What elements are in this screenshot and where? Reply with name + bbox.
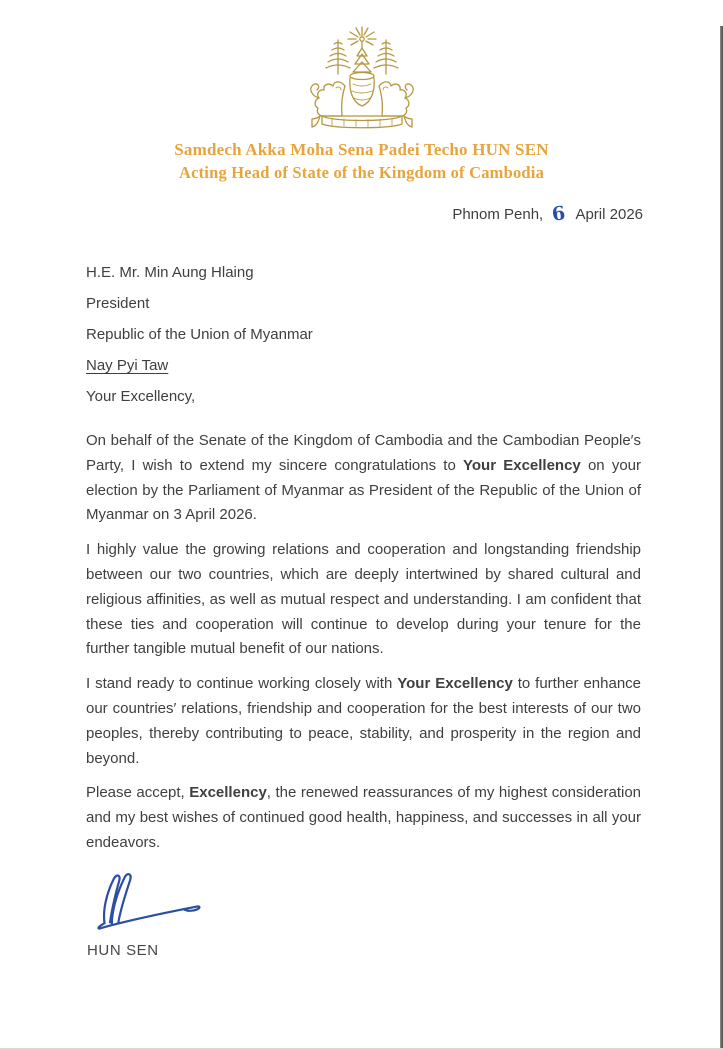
recipient-line: H.E. Mr. Min Aung Hlaing <box>86 264 254 281</box>
recipient-lines <box>86 257 723 350</box>
body-text: I stand ready to continue working closely with <box>86 675 398 693</box>
signature-block <box>84 870 723 959</box>
signer-name: HUN SEN <box>87 941 159 959</box>
recipient-line: President <box>86 295 150 312</box>
recipient-line: Republic of the Union of Myanmar <box>86 326 313 343</box>
letterhead-subtitle: Acting Head of State of the Kingdom of Cambodia <box>178 163 545 182</box>
recipient-city: Nay Pyi Taw <box>86 357 169 374</box>
body-text: on your election by the Parliament of Myanmar as President of the Republic of the Union of Myanmar on 3 April 2026. <box>86 456 642 524</box>
handwritten-day: 6 <box>550 202 567 226</box>
royal-vessel-icon <box>349 73 373 107</box>
emphasis-text: Your Excellency <box>462 456 581 474</box>
salutation: Your Excellency, <box>86 388 196 405</box>
sunburst-icon <box>348 27 376 48</box>
body-text: Please accept, <box>86 784 190 802</box>
letterhead <box>0 138 723 184</box>
ribbon-banner-icon <box>312 116 412 128</box>
lion-right-icon <box>379 82 413 116</box>
lion-left-icon <box>310 82 344 116</box>
parasol-left-icon <box>326 40 350 74</box>
dateline <box>0 204 643 224</box>
body-text: I highly value the growing relations and cooperation and longstanding friendship between our two countries, which are deeply intertwined by shared cultural and religious affinities, as well as mutual respect and understanding. I am confident that these ties and cooperation will continue to develop during your tenure for the further tangible mutual benefit of our nations. <box>86 541 641 658</box>
dateline-month-year: April 2026 <box>575 206 643 223</box>
body-text: to further enhance our countries′ relations, friendship and cooperation for the best interests of our two peoples, thereby contributing to peace, stability, and prosperity in the region and beyond. <box>86 675 641 767</box>
letter-paragraph <box>86 429 641 528</box>
letterhead-title: Samdech Akka Moha Sena Padei Techo HUN SEN <box>174 140 549 159</box>
letter-body <box>86 429 641 856</box>
letter-paragraph <box>86 538 641 662</box>
parasol-right-icon <box>374 40 398 74</box>
hun-sen-handwritten-signature <box>84 870 224 936</box>
emphasis-text: Excellency <box>189 784 267 802</box>
recipient-address-block <box>86 257 723 381</box>
body-text: , the renewed reassurances of my highest consideration and my best wishes of continued good health, happiness, and successes in all your endeavors. <box>86 784 642 851</box>
letter-paragraph <box>86 781 641 855</box>
central-spire-icon <box>353 48 371 72</box>
body-text: On behalf of the Senate of the Kingdom of Cambodia and the Cambodian People′s Party, I wish to extend my sincere congratulations to <box>86 432 641 474</box>
cambodia-royal-arms-emblem <box>292 26 432 130</box>
letter-paragraph <box>86 672 641 771</box>
scanned-letter-page <box>0 26 723 1050</box>
emphasis-text: Your Excellency <box>397 675 513 693</box>
dateline-place: Phnom Penh, <box>452 206 544 223</box>
